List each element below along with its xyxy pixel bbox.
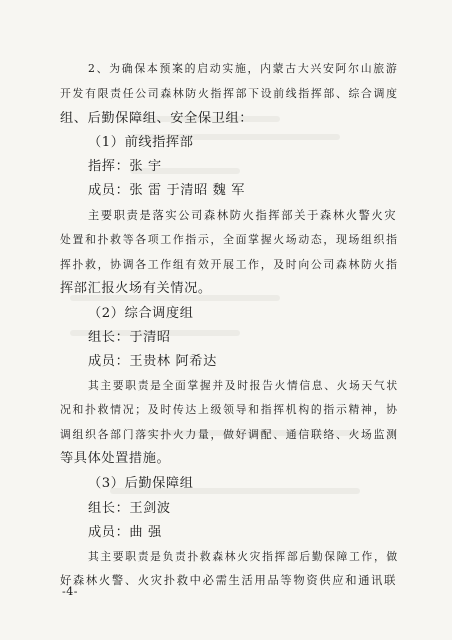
section-1-duty-line: 主要职责是落实公司森林防火指挥部关于森林火警火灾 xyxy=(88,209,398,222)
section-2-duty-line: 等具体处置措施。 xyxy=(60,451,171,466)
section-1-members: 成员：张 雷 于清昭 魏 军 xyxy=(88,183,246,198)
section-1-heading: （1）前线指挥部 xyxy=(88,135,194,150)
section-1-duty-line: 挥部汇报火场有关情况。 xyxy=(60,281,212,296)
section-2-duty-line: 况和扑救情况；及时传达上级领导和指挥机构的指示精神，协 xyxy=(60,403,399,416)
section-3-duty-line: 其主要职责是负责扑救森林火灾指挥部后勤保障工作，做 xyxy=(88,550,399,563)
intro-line: 开发有限责任公司森林防火指挥部下设前线指挥部、综合调度 xyxy=(60,87,399,100)
section-2-duty-line: 其主要职责是全面掌握并及时报告火情信息、火场天气状 xyxy=(88,379,399,392)
section-1-duty-line: 挥扑救，协调各工作组有效开展工作，及时向公司森林防火指 xyxy=(60,258,399,271)
section-1-duty-line: 处置和扑救等各项工作指示，全面掌握火场动态，现场组织指 xyxy=(60,233,399,246)
section-3-duty-line: 好森林火警、火灾扑救中必需生活用品等物资供应和通讯联 xyxy=(60,574,398,587)
section-2-members: 成员：王贵林 阿希达 xyxy=(88,354,217,369)
section-1-leader: 指挥：张 宇 xyxy=(88,159,162,174)
page-number: -4- xyxy=(62,585,78,598)
section-2-duty-line: 调组织各部门落实扑火力量，做好调配、通信联络、火场监测 xyxy=(60,428,399,441)
section-3-members: 成员：曲 强 xyxy=(88,525,162,540)
section-3-leader: 组长：王剑波 xyxy=(88,501,171,516)
intro-line: 2、为确保本预案的启动实施，内蒙古大兴安阿尔山旅游 xyxy=(88,62,399,75)
section-2-heading: （2）综合调度组 xyxy=(88,306,194,321)
section-3-heading: （3）后勤保障组 xyxy=(88,476,194,491)
section-2-leader: 组长：于清昭 xyxy=(88,330,171,345)
intro-line: 组、后勤保障组、安全保卫组： xyxy=(60,111,254,126)
